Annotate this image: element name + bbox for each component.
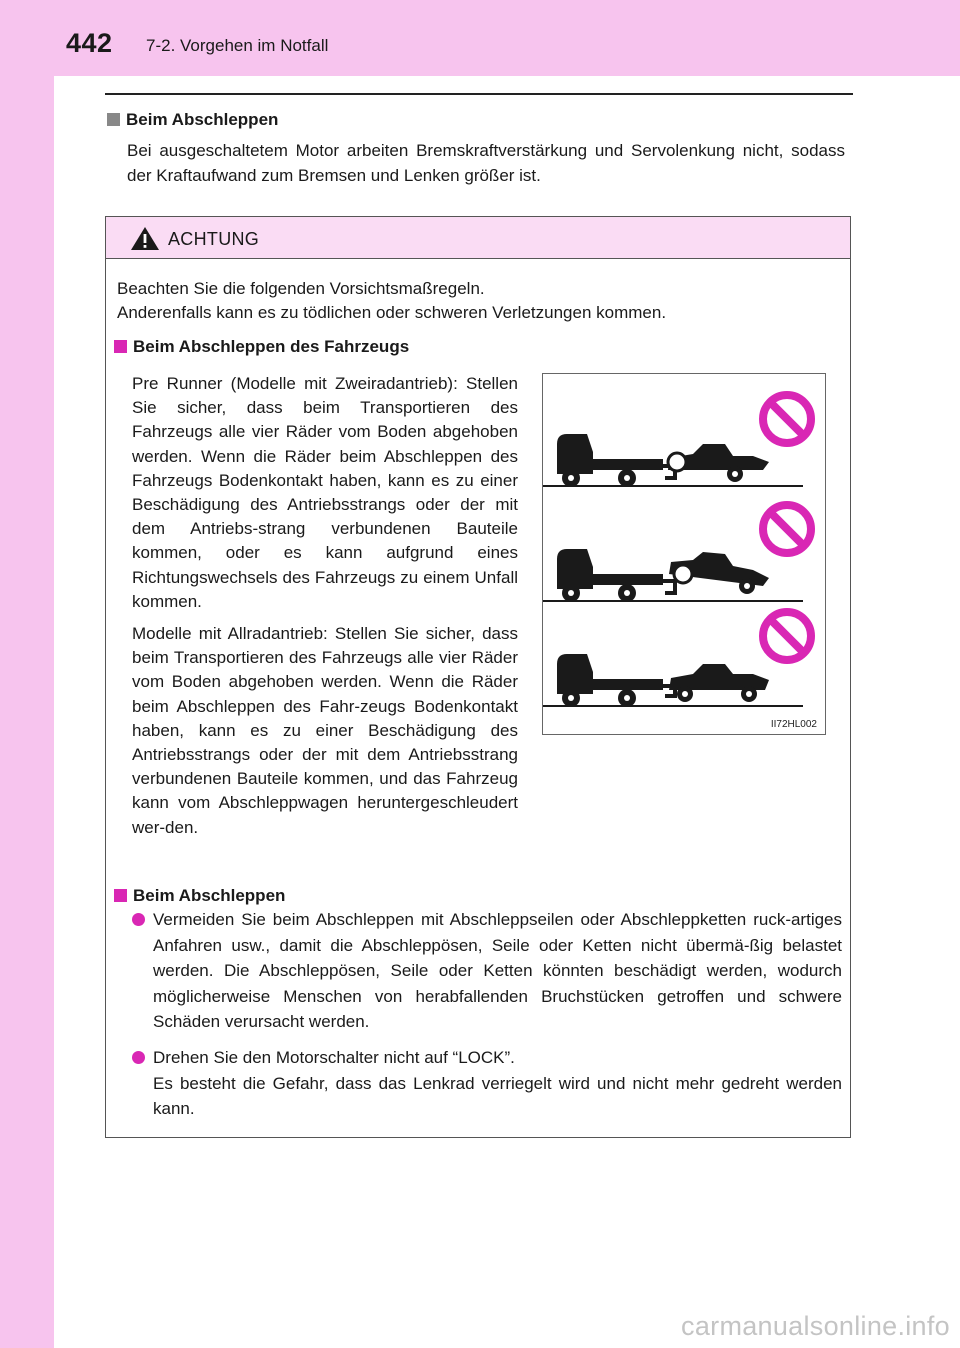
- bullet-item: Drehen Sie den Motorschalter nicht auf “LOCK”. Es besteht die Gefahr, dass das Lenkrad verriegelt wird und nicht mehr gedreht werden kann.: [132, 1045, 842, 1122]
- page-header: [0, 0, 960, 76]
- warning-box: [105, 216, 851, 1138]
- bullet-item: Vermeiden Sie beim Abschleppen mit Abschleppseilen oder Abschleppketten ruck-artiges Anfahren usw., damit die Abschleppösen, Seile oder Ketten nicht übermä-ßig belastet werden. Die Abschleppösen, Seile oder Ketten könnten beschädigt werden, wodurch möglicherweise Menschen von herabfallenden Bruchstücken getroffen und schwere Schäden verursacht werden.: [132, 907, 842, 1035]
- page-number: 442: [66, 28, 113, 58]
- paragraph-2wd: Pre Runner (Modelle mit Zweiradantrieb): Stellen Sie sicher, dass beim Transportieren des Fahrzeugs alle vier Räder vom Boden abgehoben werden. Wenn die Räder beim Abschleppen des Fahrzeugs Bodenkontakt haben, kann es zu einer Beschädigung des Antriebsstrangs oder der mit dem Antriebs-strang verbundenen Bauteile kommen, oder es kann aufgrund eines Richtungswechsels des Fahrzeugs zu einem Unfall kommen.: [132, 374, 518, 611]
- intro-heading: Beim Abschleppen: [107, 110, 278, 130]
- warning-lead-line: Anderenfalls kann es zu tödlichen oder schweren Verletzungen kommen.: [117, 303, 667, 322]
- watermark: carmanualsonline.info: [681, 1311, 950, 1341]
- warning-lead-line: Beachten Sie die folgenden Vorsichtsmaßregeln.: [117, 279, 485, 298]
- square-bullet-icon: [114, 340, 127, 353]
- square-bullet-icon: [114, 889, 127, 902]
- round-bullet-icon: [132, 913, 145, 926]
- warning-triangle-icon: [130, 226, 160, 251]
- square-bullet-icon: [107, 113, 120, 126]
- warning-title: ACHTUNG: [168, 229, 260, 249]
- tow-scene-2: [543, 505, 811, 602]
- towing-diagram: [543, 374, 825, 734]
- header-divider: [105, 93, 853, 95]
- tow-scene-3: [543, 612, 811, 707]
- section-heading: Beim Abschleppen: [114, 884, 285, 909]
- round-bullet-icon: [132, 1051, 145, 1064]
- towing-illustration: [542, 373, 826, 735]
- chapter-title: 7-2. Vorgehen im Notfall: [146, 36, 329, 55]
- intro-text: Bei ausgeschaltetem Motor arbeiten Bremskraftverstärkung und Servolenkung nicht, sodass der Kraftaufwand zum Bremsen und Lenken größer ist.: [127, 141, 845, 185]
- section-heading: Beim Abschleppen des Fahrzeugs: [114, 335, 409, 360]
- warning-header: [106, 217, 850, 259]
- side-margin-band: [0, 0, 54, 1348]
- figure-code: II72HL002: [770, 719, 817, 730]
- tow-scene-1: [543, 395, 811, 487]
- paragraph-4wd: Modelle mit Allradantrieb: Stellen Sie sicher, dass beim Transportieren des Fahrzeugs alle vier Räder vom Boden abgehoben werden. Wenn die Räder beim Abschleppen des Fahr-zeugs Bodenkontakt haben, kann es zu einer Beschädigung des Antriebsstrangs oder der mit dem Antriebsstrang verbundenen Bauteile kommen, und das Fahrzeug kann vom Abschleppwagen heruntergeschleudert wer-den.: [132, 624, 518, 837]
